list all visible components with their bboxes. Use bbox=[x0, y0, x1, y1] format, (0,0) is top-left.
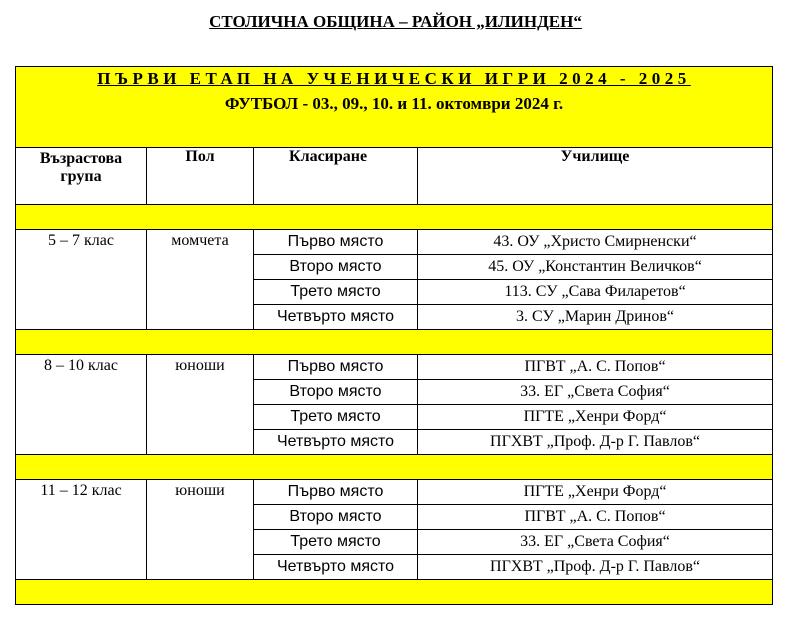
ranking-cell: Второ място bbox=[254, 380, 418, 405]
header-gender: Пол bbox=[147, 148, 254, 205]
age-group-cell: 11 – 12 клас bbox=[16, 480, 147, 580]
ranking-cell: Първо място bbox=[254, 355, 418, 380]
school-cell: ПГХВТ „Проф. Д-р Г. Павлов“ bbox=[418, 430, 773, 455]
separator-cell bbox=[16, 330, 773, 355]
separator-cell bbox=[16, 205, 773, 230]
separator-row bbox=[16, 455, 773, 480]
sport-title: ФУТБОЛ - 03., 09., 10. и 11. октомври 2024 г. bbox=[224, 94, 564, 113]
gender-cell: момчета bbox=[147, 230, 254, 330]
separator-cell bbox=[16, 580, 773, 605]
school-cell: 43. ОУ „Христо Смирненски“ bbox=[418, 230, 773, 255]
school-cell: 33. ЕГ „Света София“ bbox=[418, 530, 773, 555]
ranking-cell: Трето място bbox=[254, 530, 418, 555]
column-header-row bbox=[16, 148, 773, 205]
gender-cell: юноши bbox=[147, 355, 254, 455]
ranking-cell: Четвърто място bbox=[254, 430, 418, 455]
gender-cell: юноши bbox=[147, 480, 254, 580]
age-group-cell: 8 – 10 клас bbox=[16, 355, 147, 455]
ranking-cell: Четвърто място bbox=[254, 305, 418, 330]
banner-row bbox=[16, 67, 773, 148]
stage-title: ПЪРВИ ЕТАП НА УЧЕНИЧЕСКИ ИГРИ 2024 - 2025 bbox=[97, 69, 691, 88]
results-table bbox=[15, 66, 773, 605]
ranking-cell: Четвърто място bbox=[254, 555, 418, 580]
school-cell: ПГВТ „А. С. Попов“ bbox=[418, 505, 773, 530]
separator-row bbox=[16, 205, 773, 230]
header-age-group: Възрастова група bbox=[16, 148, 147, 205]
table-row bbox=[16, 230, 773, 255]
banner-cell bbox=[16, 67, 773, 148]
school-cell: 33. ЕГ „Света София“ bbox=[418, 380, 773, 405]
school-cell: 3. СУ „Марин Дринов“ bbox=[418, 305, 773, 330]
ranking-cell: Първо място bbox=[254, 480, 418, 505]
school-cell: ПГТЕ „Хенри Форд“ bbox=[418, 480, 773, 505]
separator-cell bbox=[16, 455, 773, 480]
header-school: Училище bbox=[418, 148, 773, 205]
school-cell: ПГХВТ „Проф. Д-р Г. Павлов“ bbox=[418, 555, 773, 580]
header-ranking: Класиране bbox=[254, 148, 418, 205]
document-title: СТОЛИЧНА ОБЩИНА – РАЙОН „ИЛИНДЕН“ bbox=[209, 12, 582, 31]
ranking-cell: Трето място bbox=[254, 280, 418, 305]
table-row bbox=[16, 355, 773, 380]
ranking-cell: Трето място bbox=[254, 405, 418, 430]
age-group-cell: 5 – 7 клас bbox=[16, 230, 147, 330]
separator-row bbox=[16, 330, 773, 355]
school-cell: 113. СУ „Сава Филаретов“ bbox=[418, 280, 773, 305]
school-cell: 45. ОУ „Константин Величков“ bbox=[418, 255, 773, 280]
ranking-cell: Второ място bbox=[254, 505, 418, 530]
table-row bbox=[16, 480, 773, 505]
separator-row bbox=[16, 580, 773, 605]
ranking-cell: Второ място bbox=[254, 255, 418, 280]
school-cell: ПГТЕ „Хенри Форд“ bbox=[418, 405, 773, 430]
ranking-cell: Първо място bbox=[254, 230, 418, 255]
school-cell: ПГВТ „А. С. Попов“ bbox=[418, 355, 773, 380]
